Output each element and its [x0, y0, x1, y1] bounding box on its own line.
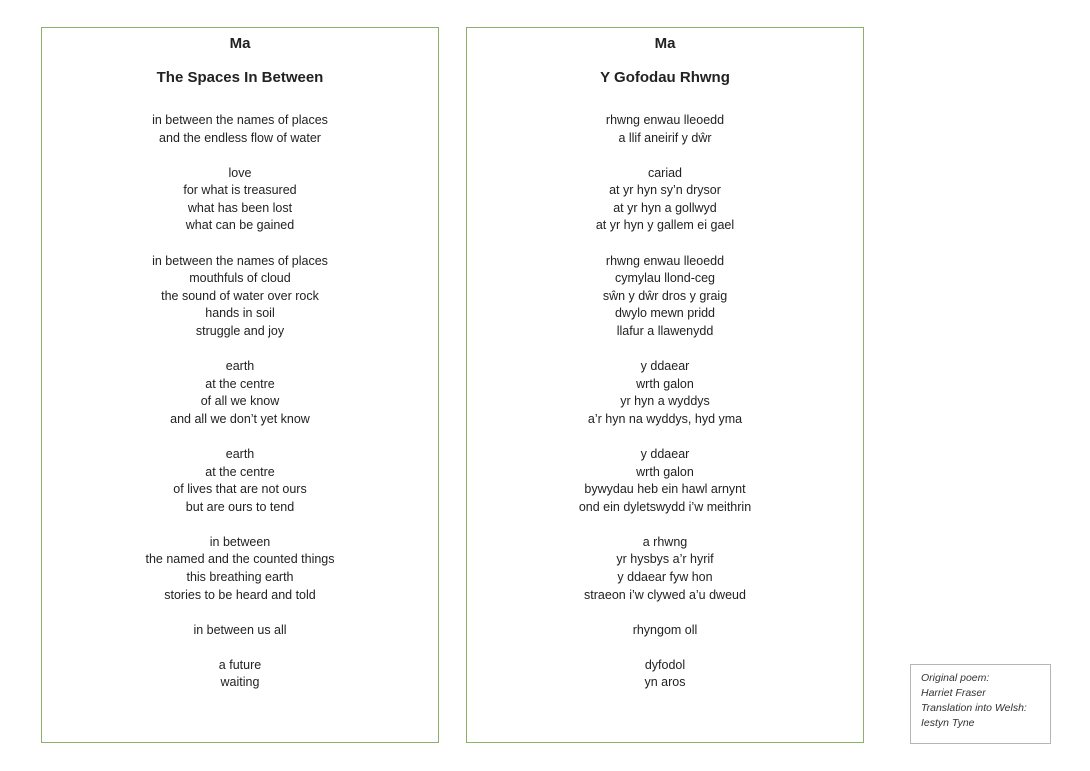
poem-body — [42, 112, 438, 709]
poem-line: a’r hyn na wyddys, hyd yma — [587, 411, 743, 426]
poem-line: straeon i’w clywed a’u dweud — [584, 587, 746, 602]
poem-line: a rhwng — [642, 534, 688, 549]
poem-line: for what is treasured — [183, 183, 297, 198]
poem-line: rhwng enwau lleoedd — [605, 253, 725, 268]
poem-line: the named and the counted things — [145, 552, 335, 567]
poem-line: what has been lost — [187, 200, 293, 215]
poem-line: at yr hyn y gallem ei gael — [595, 218, 735, 233]
poem-line: wrth galon — [636, 464, 694, 479]
credit-line: Harriet Fraser — [921, 687, 986, 699]
poem-line: yr hysbys a’r hyrif — [616, 552, 714, 567]
poem-stanza — [42, 446, 438, 516]
poem-stanza — [467, 165, 863, 235]
poem-stanza — [42, 534, 438, 604]
panel-heading: Ma — [229, 35, 251, 52]
poem-line: yr hyn a wyddys — [620, 394, 710, 409]
panel-heading: Ma — [654, 35, 676, 52]
poem-line: rhwng enwau lleoedd — [605, 113, 725, 127]
credit-line: Original poem: — [921, 672, 990, 684]
poem-line: waiting — [220, 675, 260, 690]
poem-line: y ddaear fyw hon — [617, 569, 713, 584]
poem-stanza — [42, 358, 438, 428]
poem-stanza — [42, 657, 438, 692]
poem-stanza — [467, 622, 863, 640]
poem-line: at the centre — [205, 376, 275, 391]
poem-stanza — [467, 657, 863, 692]
poem-line: wrth galon — [636, 376, 694, 391]
poem-line: y ddaear — [640, 359, 690, 374]
poem-title: Y Gofodau Rhwng — [600, 69, 730, 86]
poem-line: in between the names of places — [152, 253, 328, 268]
poem-line: but are ours to tend — [185, 499, 295, 514]
poem-line: earth — [225, 359, 255, 374]
poem-stanza — [467, 358, 863, 428]
poem-line: at yr hyn sy’n drysor — [609, 183, 721, 198]
poem-line: and all we don’t yet know — [170, 411, 310, 426]
poem-line: in between — [209, 534, 271, 549]
poem-stanza — [42, 165, 438, 235]
poem-line: a llif aneirif y dŵr — [618, 130, 712, 145]
poem-line: ond ein dyletswydd i’w meithrin — [578, 499, 752, 514]
poem-line: yn aros — [644, 675, 686, 690]
poem-line: bywydau heb ein hawl arnynt — [584, 482, 746, 497]
credit-box — [910, 664, 1051, 744]
poem-stanza — [42, 622, 438, 640]
poem-line: of all we know — [200, 394, 280, 409]
poem-line: sŵn y dŵr dros y graig — [602, 288, 728, 303]
poem-line: dwylo mewn pridd — [614, 306, 716, 321]
poem-line: y ddaear — [640, 446, 690, 461]
poem-line: llafur a llawenydd — [616, 323, 714, 338]
poem-line: love — [228, 165, 252, 180]
english-poem-panel — [41, 27, 439, 743]
poem-line: cymylau llond-ceg — [614, 271, 716, 286]
poem-stanza — [467, 446, 863, 516]
poem-line: of lives that are not ours — [173, 482, 307, 497]
poem-title: The Spaces In Between — [156, 69, 324, 86]
poem-line: dyfodol — [644, 657, 686, 672]
poem-line: in between the names of places — [152, 113, 328, 127]
poem-line: a future — [218, 657, 262, 672]
poem-line: struggle and joy — [195, 323, 285, 338]
poem-line: at yr hyn a gollwyd — [613, 200, 717, 215]
poem-stanza — [42, 112, 438, 147]
poem-stanza — [467, 253, 863, 341]
credit-line: Translation into Welsh: — [921, 702, 1027, 714]
poem-line: rhyngom oll — [632, 622, 698, 637]
poem-line: at the centre — [205, 464, 275, 479]
poem-line: what can be gained — [185, 218, 295, 233]
poem-body — [467, 112, 863, 709]
poem-line: hands in soil — [205, 306, 275, 321]
poem-stanza — [467, 112, 863, 147]
poem-line: in between us all — [193, 622, 287, 637]
poem-line: the sound of water over rock — [161, 288, 319, 303]
poem-line: cariad — [647, 165, 683, 180]
poem-stanza — [42, 253, 438, 341]
poem-line: earth — [225, 446, 255, 461]
poem-line: and the endless flow of water — [159, 130, 321, 145]
poem-line: stories to be heard and told — [164, 587, 316, 602]
poem-stanza — [467, 534, 863, 604]
poem-line: this breathing earth — [186, 569, 294, 584]
welsh-poem-panel — [466, 27, 864, 743]
credit-line: Iestyn Tyne — [921, 717, 975, 729]
poem-line: mouthfuls of cloud — [189, 271, 291, 286]
